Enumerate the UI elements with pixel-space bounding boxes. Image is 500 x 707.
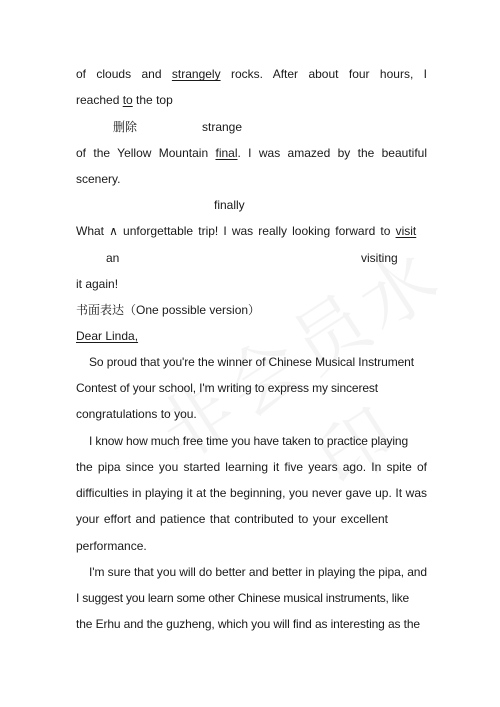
correction-finally: finally xyxy=(214,198,245,212)
letter-line: your effort and patience that contributed to your excellent xyxy=(76,512,388,526)
proofread-line-5 xyxy=(76,224,427,238)
error-word: strangely xyxy=(171,67,221,81)
correction-strange: strange xyxy=(202,120,243,134)
text-segment: the top xyxy=(132,93,173,107)
proofread-line-6: it again! xyxy=(76,277,119,291)
text-segment: of the Yellow Mountain xyxy=(76,146,216,160)
error-word: final xyxy=(215,146,238,160)
error-word: to xyxy=(122,93,133,107)
letter-line: So proud that you're the winner of Chinese Musical Instrument xyxy=(89,355,414,369)
correction-delete: 删除 xyxy=(113,120,138,134)
text-segment: What ∧ unforgettable trip! I was really looking forward to xyxy=(76,224,396,238)
letter-line: performance. xyxy=(76,539,147,553)
letter-line: difficulties in playing it at the beginning, you never gave up. It was xyxy=(76,486,427,500)
letter-line: I suggest you learn some other Chinese musical instruments, like xyxy=(76,591,409,605)
letter-line: Contest of your school, I'm writing to express my sincerest xyxy=(76,381,378,395)
letter-salutation xyxy=(76,329,427,343)
letter-line: I'm sure that you will do better and better in playing the pipa, and xyxy=(89,565,427,579)
proofread-line-4: scenery. xyxy=(76,172,121,186)
letter-line: I know how much free time you have taken to practice playing xyxy=(89,434,408,448)
text-segment: of clouds and xyxy=(76,67,172,81)
proofread-line-3 xyxy=(76,146,427,160)
text-segment: rocks. After about four hours, I xyxy=(220,67,427,81)
salutation-text: Dear Linda, xyxy=(76,329,139,343)
proofread-line-1 xyxy=(76,67,427,81)
letter-line: congratulations to you. xyxy=(76,407,197,421)
letter-line: the Erhu and the guzheng, which you will find as interesting as the xyxy=(76,617,420,631)
section-heading: 书面表达（One possible version） xyxy=(76,303,261,317)
proofread-line-2 xyxy=(76,93,427,107)
text-segment: reached xyxy=(76,93,123,107)
letter-line: the pipa since you started learning it five years ago. In spite of xyxy=(76,460,427,474)
text-segment: . I was amazed by the beautiful xyxy=(237,146,428,160)
correction-an: an xyxy=(106,251,120,265)
correction-visiting: visiting xyxy=(361,251,398,265)
error-word: visit xyxy=(395,224,417,238)
